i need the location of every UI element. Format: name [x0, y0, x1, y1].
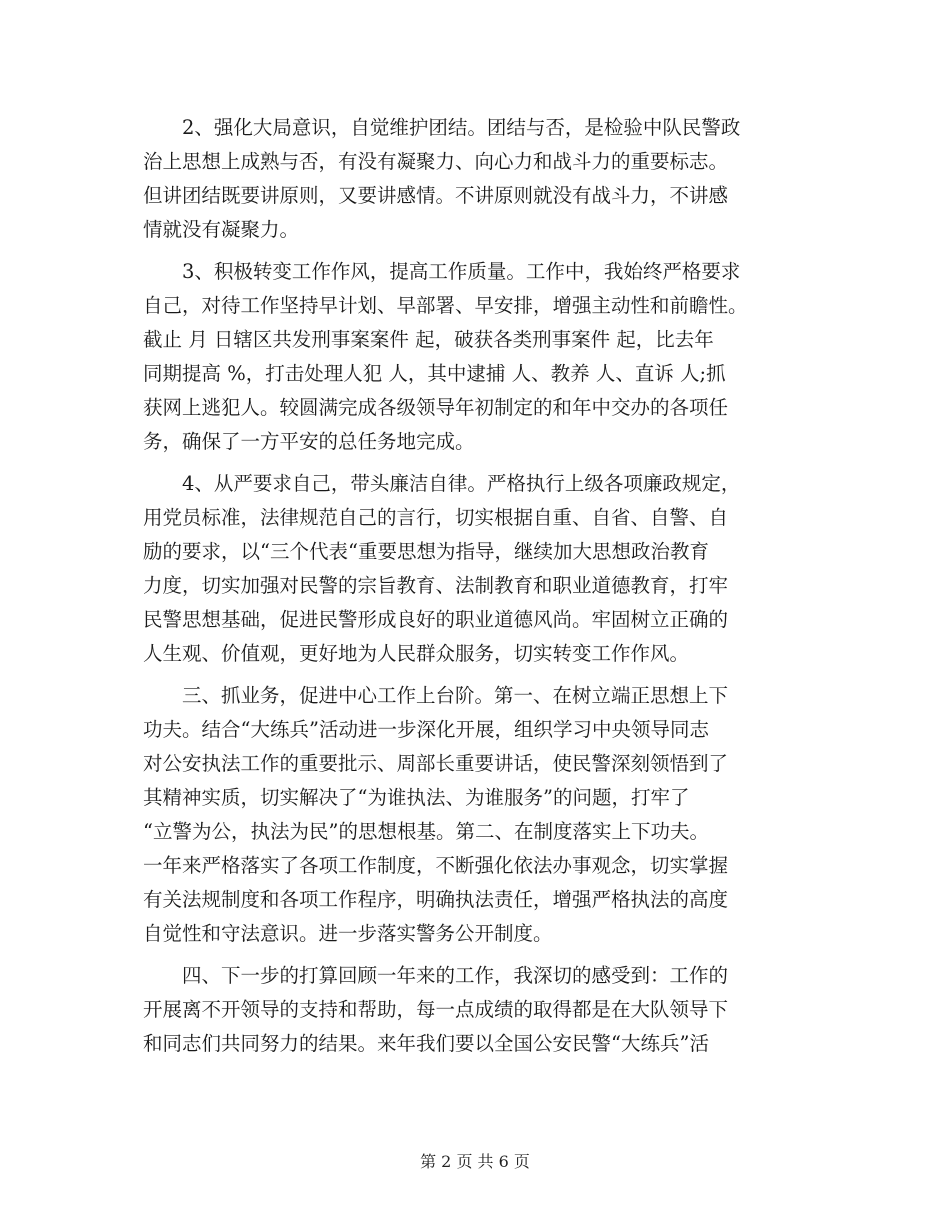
text-line: 2、强化大局意识，自觉维护团结。团结与否，是检验中队民警政	[143, 116, 741, 139]
text-line: 人生观、价值观，更好地为人民群众服务，切实转变工作作风。	[143, 642, 690, 665]
text-line: 获网上逃犯人。较圆满完成各级领导年初制定的和年中交办的各项任	[143, 396, 729, 419]
text-line: 和同志们共同努力的结果。来年我们要以全国公安民警“大练兵”活	[143, 1032, 709, 1055]
text-line: 四、下一步的打算回顾一年来的工作，我深切的感受到：工作的	[143, 964, 729, 987]
text-line: 同期提高 %，打击处理人犯 人，其中逮捕 人、教养 人、直诉 人;抓	[143, 362, 726, 385]
text-line: 情就没有凝聚力。	[143, 218, 300, 241]
text-line: 3、积极转变工作作风，提高工作质量。工作中，我始终严格要求	[143, 260, 741, 283]
text-line: 治上思想上成熟与否，有没有凝聚力、向心力和战斗力的重要标志。	[143, 150, 729, 173]
text-line: 务，确保了一方平安的总任务地完成。	[143, 430, 475, 453]
text-line: 但讲团结既要讲原则，又要讲感情。不讲原则就没有战斗力，不讲感	[143, 184, 729, 207]
text-line: 功夫。结合“大练兵”活动进一步深化开展，组织学习中央领导同志	[143, 718, 709, 741]
text-line: 励的要求，以“三个代表“重要思想为指导，继续加大思想政治教育	[143, 540, 709, 563]
page-number-footer: 第 2 页 共 6 页	[420, 1152, 530, 1171]
text-line: 用党员标准，法律规范自己的言行，切实根据自重、自省、自警、自	[143, 506, 729, 529]
text-line: “立警为公，执法为民”的思想根基。第二、在制度落实上下功夫。	[143, 820, 709, 843]
text-line: 力度，切实加强对民警的宗旨教育、法制教育和职业道德教育，打牢	[143, 574, 729, 597]
text-line: 自觉性和守法意识。进一步落实警务公开制度。	[143, 922, 553, 945]
text-line: 对公安执法工作的重要批示、周部长重要讲话，使民警深刻领悟到了	[143, 752, 729, 775]
text-line: 开展离不开领导的支持和帮助，每一点成绩的取得都是在大队领导下	[143, 998, 729, 1021]
text-line: 其精神实质，切实解决了“为谁执法、为谁服务”的问题，打牢了	[143, 786, 690, 809]
text-line: 一年来严格落实了各项工作制度，不断强化依法办事观念，切实掌握	[143, 854, 729, 877]
text-line: 截止 月 日辖区共发刑事案案件 起，破获各类刑事案件 起，比去年	[143, 328, 714, 351]
text-line: 4、从严要求自己，带头廉洁自律。严格执行上级各项廉政规定，	[143, 472, 741, 495]
text-line: 三、抓业务，促进中心工作上台阶。第一、在树立端正思想上下	[143, 684, 729, 707]
text-line: 有关法规制度和各项工作程序，明确执法责任，增强严格执法的高度	[143, 888, 729, 911]
text-line: 民警思想基础，促进民警形成良好的职业道德风尚。牢固树立正确的	[143, 608, 729, 631]
text-line: 自己，对待工作坚持早计划、早部署、早安排，增强主动性和前瞻性。	[143, 294, 748, 317]
